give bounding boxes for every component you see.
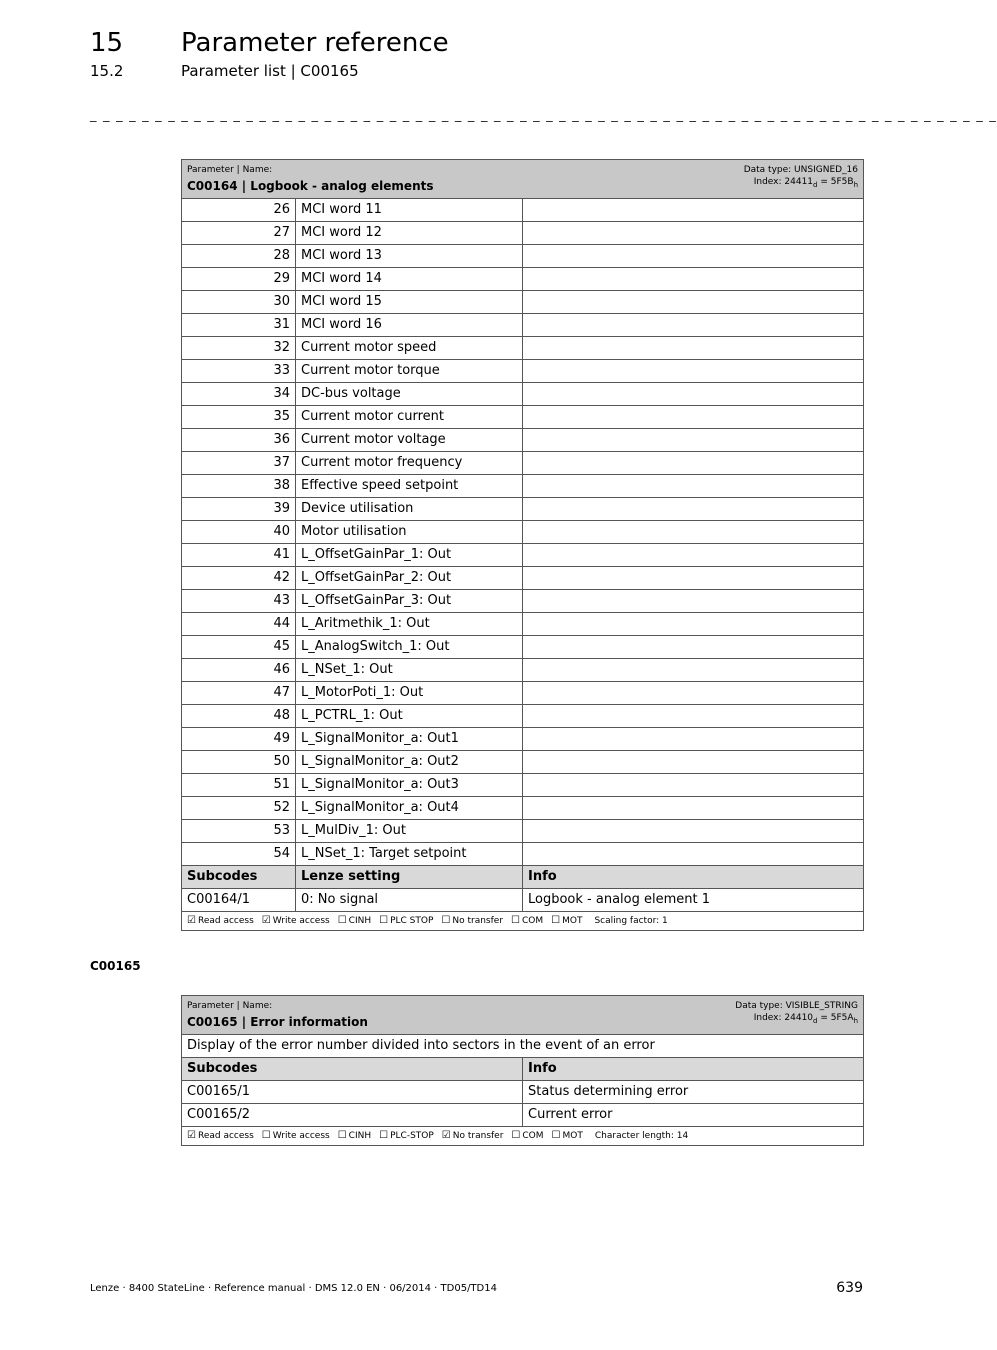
subcode-info: Current error [523,1104,864,1127]
access-flag [187,1131,254,1141]
access-flag [442,1131,504,1141]
row-value: MCI word 13 [296,245,523,268]
row-number: 50 [182,751,296,774]
row-number: 42 [182,567,296,590]
flag-label: MOT [562,1131,583,1141]
table-row [182,843,864,866]
row-value: Current motor frequency [296,452,523,475]
parameter-index: Index: $24410_d = 5F5A_h$ [753,1013,858,1025]
row-number: 51 [182,774,296,797]
row-number: 49 [182,728,296,751]
parameter-index: Index: $24411_d = 5F5B_h$ [753,177,859,189]
checkbox-icon: ☑ [261,915,271,926]
row-empty [523,245,864,268]
row-number: 45 [182,636,296,659]
col-info: Info [523,866,864,889]
row-value: MCI word 16 [296,314,523,337]
row-number: 48 [182,705,296,728]
table-row [182,222,864,245]
checkbox-icon: ☐ [511,1130,521,1141]
subcode-code: C00165/2 [182,1104,523,1127]
checkbox-icon: ☐ [511,915,520,926]
row-empty [523,429,864,452]
parameter-description: Display of the error number divided into sectors in the event of an error [182,1035,864,1058]
table-row [182,360,864,383]
access-flag [262,916,330,926]
access-flag [511,1131,543,1141]
checkbox-icon: ☑ [441,1130,451,1141]
row-empty [523,820,864,843]
row-number: 46 [182,659,296,682]
access-flag [552,1131,583,1141]
parameter-header [182,160,864,199]
row-empty [523,406,864,429]
flag-label: CINH [348,1131,372,1141]
row-value: L_NSet_1: Target setpoint [296,843,523,866]
row-empty [523,498,864,521]
row-value: Current motor torque [296,360,523,383]
table-row [182,521,864,544]
row-empty [523,383,864,406]
access-flag [379,916,433,926]
table-row [182,659,864,682]
flag-label: No transfer [452,916,504,926]
access-flag [262,1131,330,1141]
table-row [182,245,864,268]
col-info: Info [523,1058,864,1081]
table-row [182,728,864,751]
row-empty [523,728,864,751]
flag-label: COM [522,1131,544,1141]
parameter-name: C00165 | Error information [187,1015,368,1029]
row-value: L_MulDiv_1: Out [296,820,523,843]
checkbox-icon: ☐ [337,1130,347,1141]
row-number: 28 [182,245,296,268]
flag-extra: Character length: 14 [594,1131,689,1141]
checkbox-icon: ☐ [379,1130,389,1141]
row-value: L_OffsetGainPar_1: Out [296,544,523,567]
table-row [182,590,864,613]
row-empty [523,843,864,866]
flag-label: PLC STOP [390,916,434,926]
access-flags-row [182,1127,864,1146]
access-flag [338,1131,371,1141]
section-number: 15.2 [90,62,124,80]
row-number: 43 [182,590,296,613]
subcode-row [182,889,864,912]
subcodes-header-row [182,1058,864,1081]
checkbox-icon: ☐ [551,1130,561,1141]
access-flag [379,1131,434,1141]
subcode-info: Logbook - analog element 1 [523,889,864,912]
checkbox-icon: ☐ [441,915,451,926]
chapter-number: 15 [90,28,124,58]
row-value: MCI word 11 [296,199,523,222]
row-number: 35 [182,406,296,429]
table-row [182,774,864,797]
table-row [182,291,864,314]
flag-extra: Scaling factor: 1 [594,916,668,926]
subcode-row [182,1104,864,1127]
access-flag [551,916,582,926]
row-empty [523,521,864,544]
subcode-info: Status determining error [523,1081,864,1104]
row-empty [523,613,864,636]
row-number: 27 [182,222,296,245]
row-empty [523,452,864,475]
row-value: L_OffsetGainPar_2: Out [296,567,523,590]
table-row [182,613,864,636]
parameter-name: C00164 | Logbook - analog elements [187,179,434,193]
row-number: 31 [182,314,296,337]
row-value: L_MotorPoti_1: Out [296,682,523,705]
access-flag [338,916,371,926]
table-row [182,429,864,452]
row-empty [523,682,864,705]
checkbox-icon: ☐ [261,1130,271,1141]
table-row [182,268,864,291]
access-flags [182,912,864,931]
flag-label: Write access [272,916,330,926]
row-number: 54 [182,843,296,866]
flag-label: Read access [197,1131,254,1141]
row-empty [523,567,864,590]
table-row [182,544,864,567]
table-row [182,337,864,360]
row-number: 33 [182,360,296,383]
table-row [182,797,864,820]
subcode-row [182,1081,864,1104]
table-row [182,751,864,774]
row-empty [523,659,864,682]
row-empty [523,199,864,222]
access-flags [182,1127,864,1146]
access-flag [511,916,543,926]
row-empty [523,751,864,774]
parameter-label: Parameter | Name: [187,165,273,175]
row-empty [523,705,864,728]
table-row [182,636,864,659]
row-value: Device utilisation [296,498,523,521]
flag-label: PLC-STOP [390,1131,434,1141]
row-empty [523,774,864,797]
row-value: L_Aritmethik_1: Out [296,613,523,636]
c00165-heading: C00165 [90,959,141,973]
row-number: 36 [182,429,296,452]
row-value: L_OffsetGainPar_3: Out [296,590,523,613]
row-empty [523,475,864,498]
row-number: 29 [182,268,296,291]
subcode-code: C00165/1 [182,1081,523,1104]
parameter-header [182,996,864,1035]
table-row [182,383,864,406]
col-lenze-setting: Lenze setting [296,866,523,889]
col-subcodes: Subcodes [182,1058,523,1081]
parameter-label: Parameter | Name: [187,1001,273,1011]
row-number: 34 [182,383,296,406]
row-value: L_SignalMonitor_a: Out4 [296,797,523,820]
flag-label: Write access [272,1131,330,1141]
row-empty [523,291,864,314]
table-row [182,406,864,429]
row-value: MCI word 12 [296,222,523,245]
table-row [182,567,864,590]
row-number: 26 [182,199,296,222]
subcodes-header-row [182,866,864,889]
parameter-table-c00165 [181,995,864,1146]
row-empty [523,268,864,291]
row-empty [523,636,864,659]
row-value: DC-bus voltage [296,383,523,406]
access-flags-row [182,912,864,931]
access-flag [441,916,503,926]
access-flag [187,916,254,926]
chapter-title: Parameter reference [181,28,449,58]
table-row [182,498,864,521]
subcode-lenze-setting: 0: No signal [296,889,523,912]
flag-label: CINH [348,916,372,926]
table-row [182,314,864,337]
section-title: Parameter list | C00165 [181,62,359,80]
row-value: L_SignalMonitor_a: Out3 [296,774,523,797]
row-empty [523,222,864,245]
row-value: Current motor voltage [296,429,523,452]
row-value: L_AnalogSwitch_1: Out [296,636,523,659]
row-empty [523,544,864,567]
row-value: Effective speed setpoint [296,475,523,498]
row-number: 40 [182,521,296,544]
footer-document-info: Lenze · 8400 StateLine · Reference manual · DMS 12.0 EN · 06/2014 · TD05/TD14 [90,1283,497,1294]
table-row [182,820,864,843]
flag-label: No transfer [452,1131,504,1141]
flag-label: COM [522,916,544,926]
row-number: 39 [182,498,296,521]
table-row [182,199,864,222]
row-number: 37 [182,452,296,475]
row-value: MCI word 15 [296,291,523,314]
table-row [182,452,864,475]
row-number: 30 [182,291,296,314]
row-empty [523,314,864,337]
table-row [182,705,864,728]
checkbox-icon: ☑ [187,915,196,926]
row-number: 53 [182,820,296,843]
row-number: 38 [182,475,296,498]
row-value: Current motor speed [296,337,523,360]
checkbox-icon: ☑ [187,1130,196,1141]
table-row [182,475,864,498]
row-empty [523,337,864,360]
row-number: 52 [182,797,296,820]
description-row [182,1035,864,1058]
row-number: 44 [182,613,296,636]
page-number: 639 [836,1280,863,1296]
row-empty [523,360,864,383]
flag-label: MOT [562,916,583,926]
parameter-table-c00164 [181,159,864,931]
row-value: L_PCTRL_1: Out [296,705,523,728]
table-row [182,682,864,705]
row-value: Motor utilisation [296,521,523,544]
checkbox-icon: ☐ [337,915,347,926]
row-number: 41 [182,544,296,567]
subcode-code: C00164/1 [182,889,296,912]
row-number: 47 [182,682,296,705]
row-number: 32 [182,337,296,360]
row-value: MCI word 14 [296,268,523,291]
col-subcodes: Subcodes [182,866,296,889]
row-empty [523,797,864,820]
row-value: L_SignalMonitor_a: Out2 [296,751,523,774]
checkbox-icon: ☐ [379,915,389,926]
data-type: Data type: VISIBLE_STRING [735,1001,858,1011]
row-empty [523,590,864,613]
checkbox-icon: ☐ [551,915,561,926]
data-type: Data type: UNSIGNED_16 [743,165,859,175]
flag-label: Read access [197,916,254,926]
header-dashed-rule: _ _ _ _ _ _ _ _ _ _ _ _ _ _ _ _ _ _ _ _ _ _ _ _ _ _ _ _ _ _ _ _ _ _ _ _ _ _ _ _ _ _ _ _ _ _ _ _ _ _ _ _ _ _ _ _ _ _ _ _ _ _ _ _ _ _ _ _ _ _ [90,108,997,123]
row-value: L_NSet_1: Out [296,659,523,682]
row-value: L_SignalMonitor_a: Out1 [296,728,523,751]
row-value: Current motor current [296,406,523,429]
